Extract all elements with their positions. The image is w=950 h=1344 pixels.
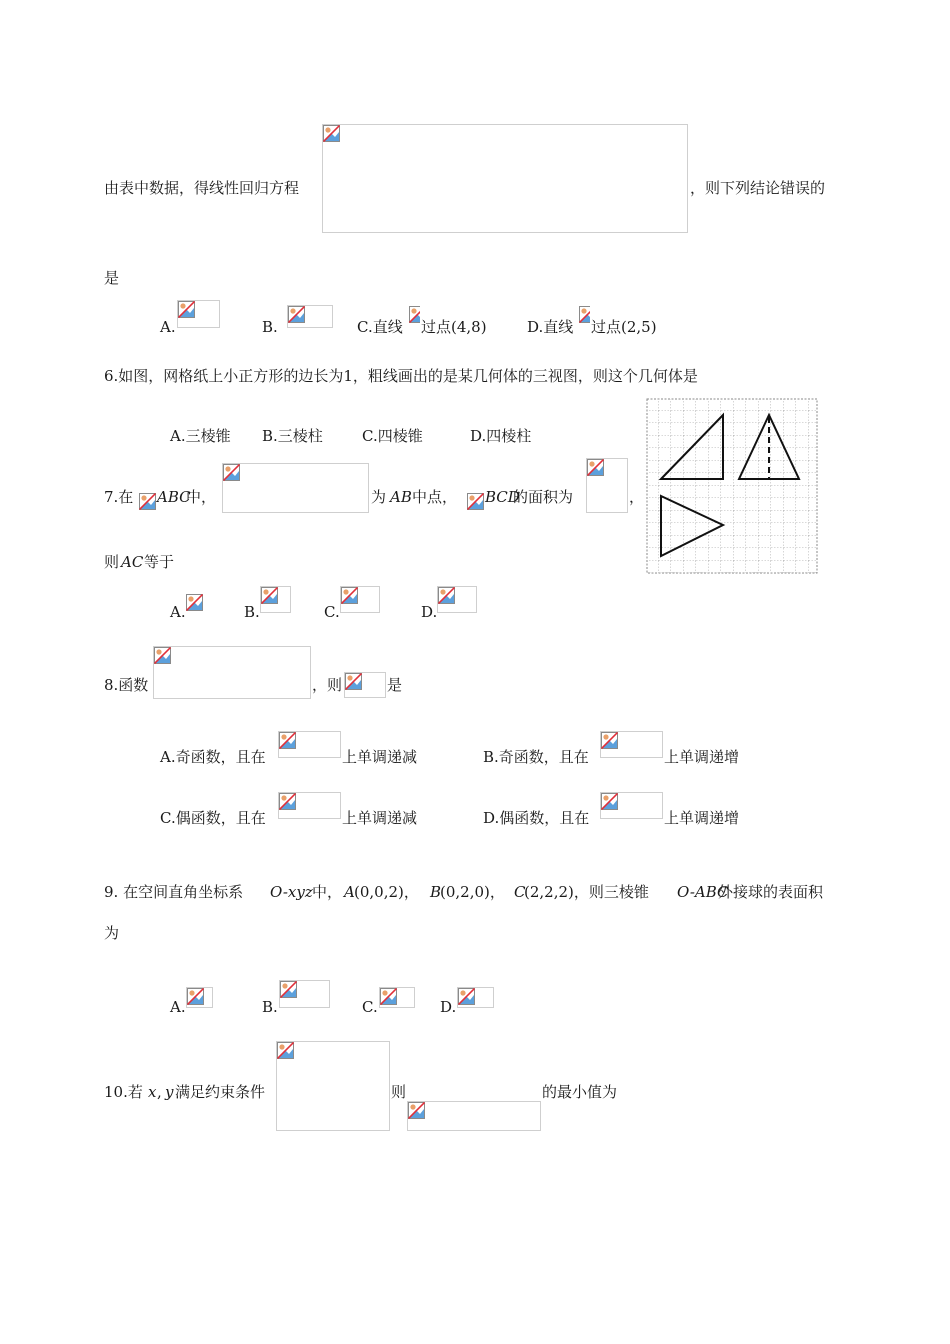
q9-option-a-label: A. [170, 998, 186, 1016]
q6-option-b: B.三棱柱 [262, 427, 323, 445]
broken-image-icon [277, 1042, 294, 1059]
q9-p6: B [430, 883, 442, 901]
q10-comma: , [157, 1083, 162, 1101]
q10-ze: 则 [391, 1083, 407, 1101]
q7-area-text: 的面积为 [513, 488, 574, 506]
broken-image-icon [187, 988, 204, 1005]
q9-option-b-label: B. [262, 998, 278, 1016]
q7-condition-image [222, 463, 369, 513]
q9-option-c-image [379, 987, 415, 1008]
broken-image-icon [380, 988, 397, 1005]
q5-option-c-suffix: 过点(4,8) [421, 318, 487, 336]
q9-p1: 9. 在空间直角坐标系 [104, 883, 244, 901]
three-view-grid-figure [646, 398, 818, 574]
broken-image-icon [409, 306, 420, 323]
triangle-symbol-image-2 [467, 493, 484, 510]
q7-option-d-image [437, 586, 477, 613]
q7-option-a-image [186, 594, 203, 612]
q9-p8: C [514, 883, 526, 901]
q6-text: 6.如图，网格纸上小正方形的边长为1，粗线画出的是某几何体的三视图，则这个几何体是 [104, 367, 698, 385]
q9-p11: 外接球的表面积 [718, 883, 824, 901]
q8-function-image [153, 646, 311, 699]
q7-line2-ac: AC [121, 553, 144, 571]
q7-wei: 为 [371, 488, 387, 506]
q8-option-a-text: A.奇函数，且在 [160, 748, 266, 766]
q9-option-d-label: D. [440, 998, 457, 1016]
q8-option-d-interval-image [600, 792, 663, 819]
q7-bcd: BCD [485, 488, 520, 506]
q7-option-c-image [340, 586, 380, 613]
q8-option-a-interval-image [278, 731, 341, 758]
q8-option-b-interval-image [600, 731, 663, 758]
q7-area-image [586, 458, 628, 513]
q8-option-c-tail: 上单调递减 [342, 809, 418, 827]
q7-line2-c: 等于 [144, 553, 175, 571]
q5-text-end: ，则下列结论错误的 [690, 179, 826, 197]
q9-option-d-image [457, 987, 494, 1008]
q9-p4: A [344, 883, 355, 901]
broken-image-icon [279, 732, 296, 749]
q5-option-b-label: B. [262, 318, 278, 336]
broken-image-icon [458, 988, 475, 1005]
q7-midpoint: 中点， [412, 488, 458, 506]
broken-image-icon [579, 306, 590, 323]
q5-option-d-prefix: D.直线 [527, 318, 574, 336]
broken-image-icon [178, 301, 195, 318]
broken-image-icon [154, 647, 171, 664]
broken-image-icon [280, 981, 297, 998]
q8-shi: 是 [387, 676, 403, 694]
q10-x: x [148, 1083, 157, 1101]
broken-image-icon [345, 673, 362, 690]
q7-comma: ， [629, 488, 645, 506]
q8-ze: ，则 [312, 676, 343, 694]
q5-option-d-image [579, 306, 590, 324]
q9-option-b-image [279, 980, 330, 1008]
q8-option-d-tail: 上单调递增 [664, 809, 740, 827]
broken-image-icon [341, 587, 358, 604]
broken-image-icon [601, 793, 618, 810]
q8-option-c-text: C.偶函数，且在 [160, 809, 266, 827]
broken-image-icon [601, 732, 618, 749]
regression-equation-image [322, 124, 688, 233]
q9-p7: (0,2,0)， [440, 883, 505, 901]
q10-constraint-text: 满足约束条件 [175, 1083, 266, 1101]
q9-p3: 中， [312, 883, 343, 901]
q10-constraints-image [276, 1041, 390, 1131]
q7-zhong: 中， [186, 488, 217, 506]
q7-ab: AB [390, 488, 412, 506]
broken-image-icon [279, 793, 296, 810]
q9-option-c-label: C. [362, 998, 378, 1016]
q5-text: 由表中数据，得线性回归方程 [104, 179, 300, 197]
q7-prefix: 7.在 [104, 488, 134, 506]
q5-option-c-prefix: C.直线 [357, 318, 403, 336]
q10-p1: 10.若 [104, 1083, 143, 1101]
broken-image-icon [587, 459, 604, 476]
q8-option-d-text: D.偶函数，且在 [483, 809, 590, 827]
broken-image-icon [288, 306, 305, 323]
q10-tail: 的最小值为 [542, 1083, 618, 1101]
q5-option-c-image [409, 306, 420, 324]
broken-image-icon [323, 125, 340, 142]
broken-image-icon [438, 587, 455, 604]
q6-option-c: C.四棱锥 [362, 427, 423, 445]
q7-abc: ABC [157, 488, 191, 506]
broken-image-icon [223, 464, 240, 481]
broken-image-icon [467, 493, 484, 510]
q10-y: y [165, 1083, 174, 1101]
q7-option-a-label: A. [170, 603, 186, 621]
q7-option-b-image [260, 586, 291, 613]
q9-p5: (0,0,2)， [354, 883, 419, 901]
q9-option-a-image [186, 987, 213, 1008]
broken-image-icon [139, 493, 156, 510]
q6-option-d: D.四棱柱 [470, 427, 532, 445]
q7-option-d-label: D. [421, 603, 438, 621]
q8-option-b-tail: 上单调递增 [664, 748, 740, 766]
q7-option-c-label: C. [324, 603, 340, 621]
triangle-symbol-image [139, 493, 156, 510]
q5-option-b-image [287, 305, 333, 328]
q9-p2: O-xyz [270, 883, 313, 901]
q6-option-a: A.三棱锥 [170, 427, 231, 445]
q5-option-d-suffix: 过点(2,5) [591, 318, 657, 336]
q9-line2: 为 [104, 924, 120, 942]
q9-p10: O-ABC [677, 883, 729, 901]
q8-option-c-interval-image [278, 792, 341, 819]
q8-option-b-text: B.奇函数，且在 [483, 748, 589, 766]
q8-fx-image [344, 672, 386, 698]
q9-p9: (2,2,2)，则三棱锥 [524, 883, 649, 901]
q5-text-line2: 是 [104, 269, 120, 287]
broken-image-icon [408, 1102, 425, 1119]
q8-prefix: 8.函数 [104, 676, 149, 694]
q7-line2-a: 则 [104, 553, 120, 571]
broken-image-icon [186, 594, 203, 611]
q8-option-a-tail: 上单调递减 [342, 748, 418, 766]
q5-option-a-label: A. [160, 318, 176, 336]
q10-objective-image [407, 1101, 541, 1131]
broken-image-icon [261, 587, 278, 604]
q7-option-b-label: B. [244, 603, 260, 621]
q5-option-a-image [177, 300, 220, 328]
